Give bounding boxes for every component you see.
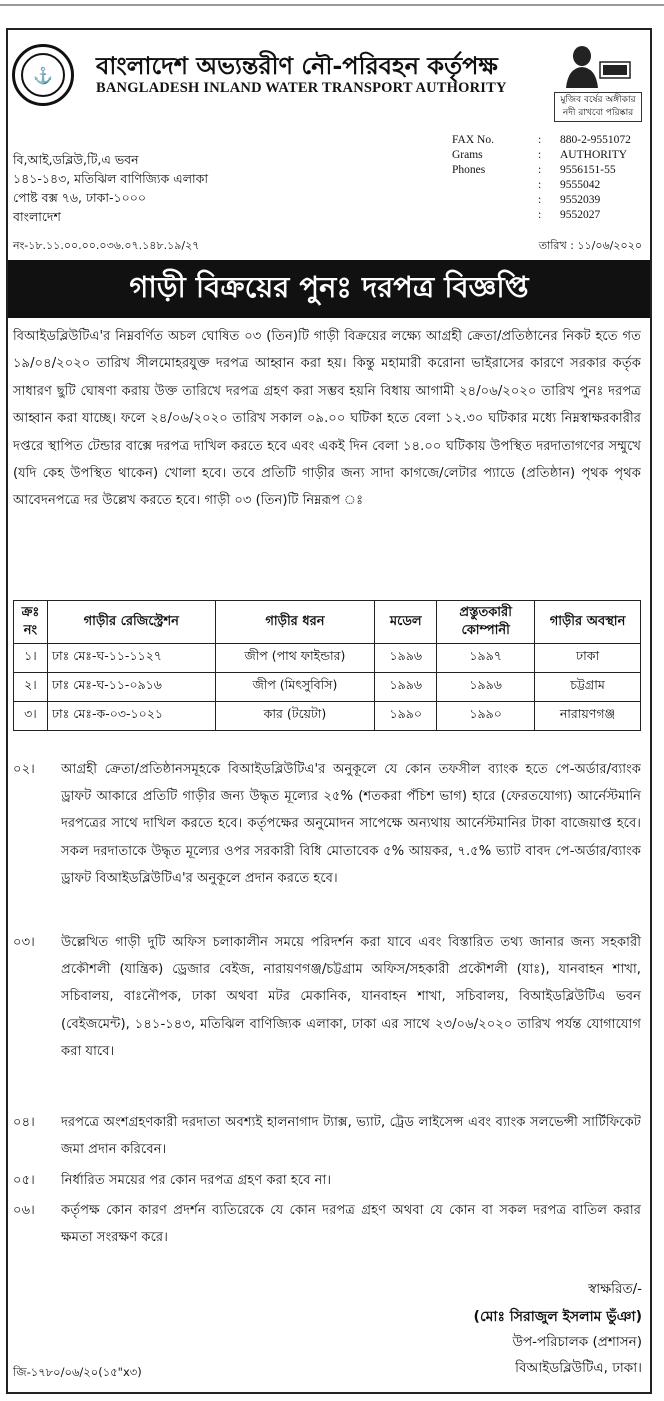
serial-cell: ১। xyxy=(14,644,48,673)
grams-value: AUTHORITY xyxy=(560,149,628,161)
address-line: পোষ্ট বক্স ৭৬, ঢাকা-১০০০ xyxy=(13,190,147,205)
clause-number: ০২। xyxy=(13,762,35,777)
model-cell: ১৯৯০ xyxy=(375,702,437,731)
signed-mark: স্বাক্ষরিত/- xyxy=(588,1281,642,1297)
serial-cell: ২। xyxy=(14,673,48,702)
clause-05 xyxy=(13,1167,641,1195)
registration-cell: ঢাঃ মেঃ-ক-০৩-১০২১ xyxy=(47,702,215,731)
clause-number: ০৪। xyxy=(13,1115,35,1130)
table-row xyxy=(14,644,641,673)
registration-cell: ঢাঃ মেঃ-ঘ-১১-১১২৭ xyxy=(47,644,215,673)
mujib-portrait-logo xyxy=(556,42,636,88)
manufacturer-cell: ১৯৯৭ xyxy=(437,644,535,673)
clause-number: ০৬। xyxy=(13,1203,35,1218)
memo-number: নং-১৮.১১.০০.০০.০৩৬.০৭.১৪৮.১৯/২৭ xyxy=(13,239,200,252)
column-header: ক্রঃ নং xyxy=(14,601,48,644)
location-cell: চট্টগ্রাম xyxy=(535,673,641,702)
phones-label: Phones xyxy=(452,164,486,176)
manufacturer-cell: ১৯৯০ xyxy=(437,702,535,731)
column-header: গাড়ীর রেজিস্ট্রেশন xyxy=(47,601,215,644)
address-line: বি,আই,ডব্লিউ,টি,এ ভবন xyxy=(13,152,139,167)
clause-number: ০৩। xyxy=(13,935,35,950)
vehicle-type-cell: কার (টয়েটা) xyxy=(215,702,375,731)
column-header: গাড়ীর ধরন xyxy=(215,601,375,644)
org-name-english: BANGLADESH INLAND WATER TRANSPORT AUTHORITY xyxy=(96,80,507,96)
clause-text: আগ্রহী ক্রেতা/প্রতিষ্ঠানসমূহকে বিআইডব্লিউটিএ'র অনুকূলে যে কোন তফসীল ব্যাংক হতে পে-অর্ডার/ব্যাংক ড্রাফট আকারে প্রতিটি গাড়ীর জন্য উদ্ধৃত মূল্যের ২৫% (শতকরা পঁচিশ ভাগ) হারে (ফেরতযোগ্য) আর্নেস্টমানি দরপত্রের সাথে দাখিল করতে হবে। কর্তৃপক্ষের অনুমোদন সাপেক্ষে অন্যথায় আর্নেস্টমানির টাকা বাজেয়াপ্ত হবে। সকল দরদাতাকে উদ্ধৃত মূল্যের ওপর সরকারী বিধি মোতাবেক ৫% আয়কর, ৭.৫% ভ্যাট বাবদ পে-অর্ডার/ব্যাংক ড্রাফট বিআইডব্লিউটিএ'র অনুকূলে প্রদান করতে হবে। xyxy=(61,762,641,886)
model-cell: ১৯৯৬ xyxy=(375,673,437,702)
office-address xyxy=(13,150,208,226)
clause-06 xyxy=(13,1197,641,1253)
org-name-bangla: বাংলাদেশ অভ্যন্তরীণ নৌ-পরিবহন কর্তৃপক্ষ xyxy=(96,51,498,80)
clause-text: কর্তৃপক্ষ কোন কারণ প্রদর্শন ব্যতিরেকে যে কোন দরপত্র গ্রহণ অথবা যে কোন বা সকল দরপত্র বাতিল করার ক্ষমতা সংরক্ষণ করে। xyxy=(61,1203,641,1246)
intro-paragraph: বিআইডব্লিউটিএ'র নিম্নবর্ণিত অচল ঘোষিত ০৩ (তিন)টি গাড়ী বিক্রয়ের লক্ষ্যে আগ্রহী ক্রেতা/প্রতিষ্ঠানের নিকট হতে গত ১৯/০৪/২০২০ তারিখ সীলমোহরযুক্ত দরপত্র আহ্বান করা হয়। কিন্তু মহামারী করোনা ভাইরাসের কারণে সরকার কর্তৃক সাধারণ ছুটি ঘোষণা করায় উক্ত তারিখে দরপত্র গ্রহণ করা সম্ভব হয়নি বিধায় আগামী ২৪/০৬/২০২০ তারিখ পুনঃ দরপত্র আহ্বান করা যাচ্ছে। ফলে ২৪/০৬/২০২০ তারিখ সকাল ০৯.০০ ঘটিকা হতে বেলা ১২.৩০ ঘটিকার মধ্যে নিম্নস্বাক্ষরকারীর দপ্তরে স্থাপিত টেন্ডার বাক্সে দরপত্র দাখিল করতে হবে এবং একই দিন বেলা ১৪.০০ ঘটিকায় উপস্থিত দরদাতাগণের সম্মুখে (যদি কেহ উপস্থিত থাকেন) খোলা হবে। তবে প্রতিটি গাড়ীর জন্য সাদা কাগজে/লেটার প্যাডে (প্রতিষ্ঠান) পৃথক পৃথক আবেদনপত্রে দর উল্লেখ করতে হবে। গাড়ী ০৩ (তিন)টি নিম্নরূপ ঃ xyxy=(13,329,641,509)
column-header: গাড়ীর অবস্থান xyxy=(535,601,641,644)
slogan-line-1: মুজিব বর্ষের অঙ্গীকার xyxy=(560,95,636,105)
phone-number: 9552039 xyxy=(560,194,601,206)
mujib-year-slogan xyxy=(554,92,642,122)
top-rule xyxy=(0,4,664,6)
clause-04 xyxy=(13,1109,641,1165)
clause-02 xyxy=(13,756,641,896)
clause-text: নির্ধারিত সময়ের পর কোন দরপত্র গ্রহণ করা হবে না। xyxy=(61,1173,332,1188)
vehicle-type-cell: জীপ (মিৎসুবিসি) xyxy=(215,673,375,702)
notice-title-banner xyxy=(8,260,650,318)
manufacturer-cell: ১৯৯৬ xyxy=(437,673,535,702)
clause-text: দরপত্রে অংশগ্রহণকারী দরদাতা অবশ্যই হালনাগাদ ট্যাক্স, ভ্যাট, ট্রেড লাইসেন্স এবং ব্যাংক সলভেন্সী সার্টিফিকেট জমা প্রদান করিবেন। xyxy=(61,1115,641,1158)
address-line: ১৪১-১৪৩, মতিঝিল বাণিজ্যিক এলাকা xyxy=(13,171,208,186)
signatory-name: (মোঃ সিরাজুল ইসলাম ভুঁঞা) xyxy=(473,1309,642,1325)
table-row xyxy=(14,673,641,702)
anchor-icon: ⚓ xyxy=(21,53,65,97)
address-line: বাংলাদেশ xyxy=(13,209,61,224)
vehicle-type-cell: জীপ (পাথ ফাইন্ডার) xyxy=(215,644,375,673)
grams-label: Grams xyxy=(452,149,483,161)
footer-reference: জি-১৭৮০/০৬/২০(১৫"x৩) xyxy=(13,1365,142,1379)
signatory-designation: উপ-পরিচালক (প্রশাসন) xyxy=(512,1334,642,1350)
contact-block: FAX No. : 880-2-9551072 Grams : AUTHORITY Phones : 9556151-55 : 9555042 : 9552039 : 9552027 xyxy=(452,134,631,221)
notice-date: তারিখ : ১১/০৬/২০২০ xyxy=(538,239,642,252)
signatory-office: বিআইডব্লিউটিএ, ঢাকা। xyxy=(515,1360,642,1376)
fax-label: FAX No. xyxy=(452,134,494,146)
location-cell: ঢাকা xyxy=(535,644,641,673)
column-header: প্রস্তুতকারী কোম্পানী xyxy=(437,601,535,644)
fax-number: 880-2-9551072 xyxy=(560,134,631,146)
table-row xyxy=(14,702,641,731)
notice-title: গাড়ী বিক্রয়ের পুনঃ দরপত্র বিজ্ঞপ্তি xyxy=(129,269,529,304)
registration-cell: ঢাঃ মেঃ-ঘ-১১-০৯১৬ xyxy=(47,673,215,702)
serial-cell: ৩। xyxy=(14,702,48,731)
column-header: মডেল xyxy=(375,601,437,644)
clause-03 xyxy=(13,929,641,1097)
clause-text: উল্লেখিত গাড়ী দুটি অফিস চলাকালীন সময়ে পরিদর্শন করা যাবে এবং বিস্তারিত তথ্য জানার জন্য সহকারী প্রকৌশলী (যান্ত্রিক) ড্রেজার বেইজ, নারায়ণগঞ্জ/চট্টগ্রাম অফিস/সহকারী প্রকৌশলী (যাঃ), যানবাহন শাখা, সচিবালয়, বাঃনৌপক, ঢাকা অথবা মটর মেকানিক, যানবাহন শাখা, সচিবালয়, বিআইডব্লিউটিএ ভবন (বেইজমেন্ট), ১৪১-১৪৩, মতিঝিল বাণিজ্যিক এলাকা, ঢাকা এর সাথে ২৩/০৬/২০২০ তারিখ পর্যন্ত যোগাযোগ করা যাবে। xyxy=(61,935,641,1059)
model-cell: ১৯৯৬ xyxy=(375,644,437,673)
clause-number: ০৫। xyxy=(13,1173,35,1188)
slogan-line-2: নদী রাখবো পরিষ্কার xyxy=(562,108,634,118)
phone-number: 9555042 xyxy=(560,179,601,191)
phone-number: 9556151-55 xyxy=(560,164,616,176)
table-header-row xyxy=(14,601,641,644)
location-cell: নারায়ণগঞ্জ xyxy=(535,702,641,731)
vehicle-table xyxy=(13,600,641,731)
phone-number: 9552027 xyxy=(560,209,601,221)
biwta-seal-logo xyxy=(12,44,74,106)
